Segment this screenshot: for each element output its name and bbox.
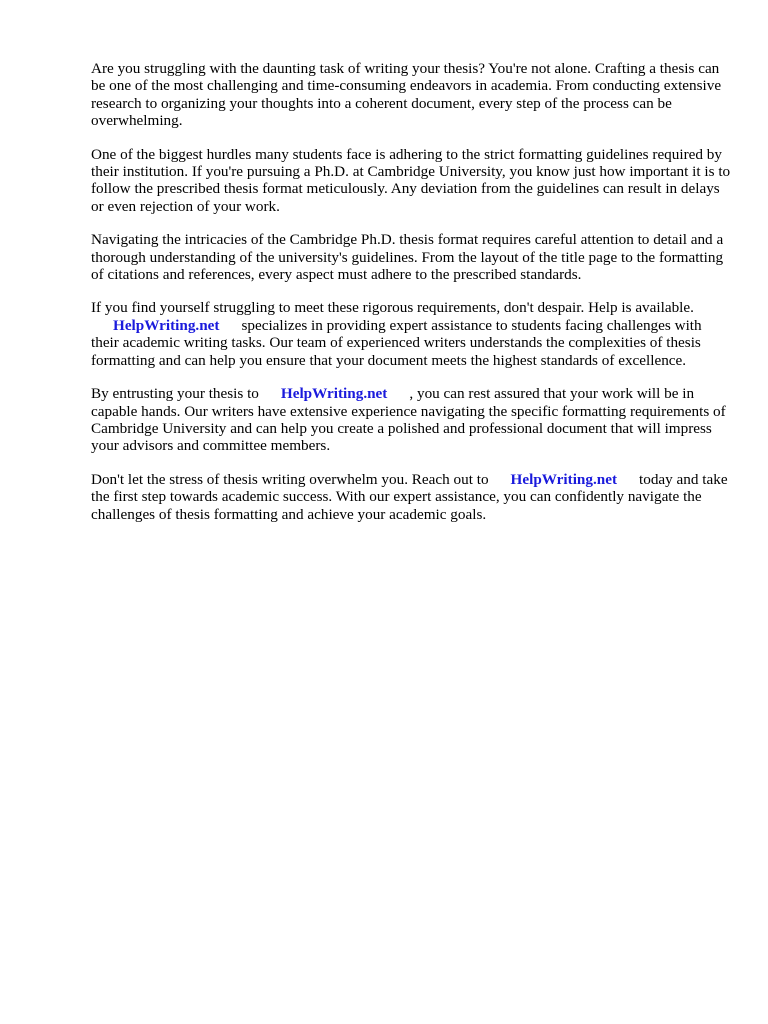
paragraph-cambridge-format: Navigating the intricacies of the Cambridge Ph.D. thesis format requires careful attention to detail and a thorough understanding of the university's guidelines. From the layout of the title page to the formatting of citations and references, every aspect must adhere to the prescribed standards. <box>91 231 724 284</box>
paragraph-text: today and take the first step towards academic success. With our expert assistance, you can confidently navigate the challenges of thesis formatting and achieve your academic goals. <box>91 470 728 523</box>
helpwriting-link[interactable]: HelpWriting.net <box>280 385 388 403</box>
paragraph-call-to-action <box>91 471 731 523</box>
paragraph-text: Don't let the stress of thesis writing overwhelm you. Reach out to <box>91 470 489 488</box>
paragraph-text: If you find yourself struggling to meet these rigorous requirements, don't despair. Help is available. <box>91 299 694 317</box>
helpwriting-link[interactable]: HelpWriting.net <box>510 470 618 488</box>
paragraph-text: specializes in providing expert assistance to students facing challenges with their academic writing tasks. Our team of experienced writers understands the complexities of thesis formatting and can help you ensure that your document meets the highest standards of excellence. <box>91 316 702 369</box>
helpwriting-link[interactable]: HelpWriting.net <box>113 316 220 334</box>
paragraph-formatting-hurdles: One of the biggest hurdles many students face is adhering to the strict formatting guidelines required by their institution. If you're pursuing a Ph.D. at Cambridge University, you know just how important it is to follow the prescribed thesis format meticulously. Any deviation from the guidelines can result in delays or even rejection of your work. <box>91 145 731 215</box>
paragraph-text: , you can rest assured that your work will be in capable hands. Our writers have extensive experience navigating the specific formatting requirements of Cambridge University and can help you create a polished and professional document that will impress your advisors and committee members. <box>91 385 726 455</box>
paragraph-help-available <box>91 299 731 369</box>
paragraph-intro: Are you struggling with the daunting task of writing your thesis? You're not alone. Crafting a thesis can be one of the most challenging and time-consuming endeavors in academia. From conducting extensive research to organizing your thoughts into a coherent document, every step of the process can be overwhelming. <box>91 60 722 130</box>
paragraph-entrusting <box>91 385 731 455</box>
document-body <box>91 60 731 539</box>
paragraph-text: By entrusting your thesis to <box>91 385 259 403</box>
